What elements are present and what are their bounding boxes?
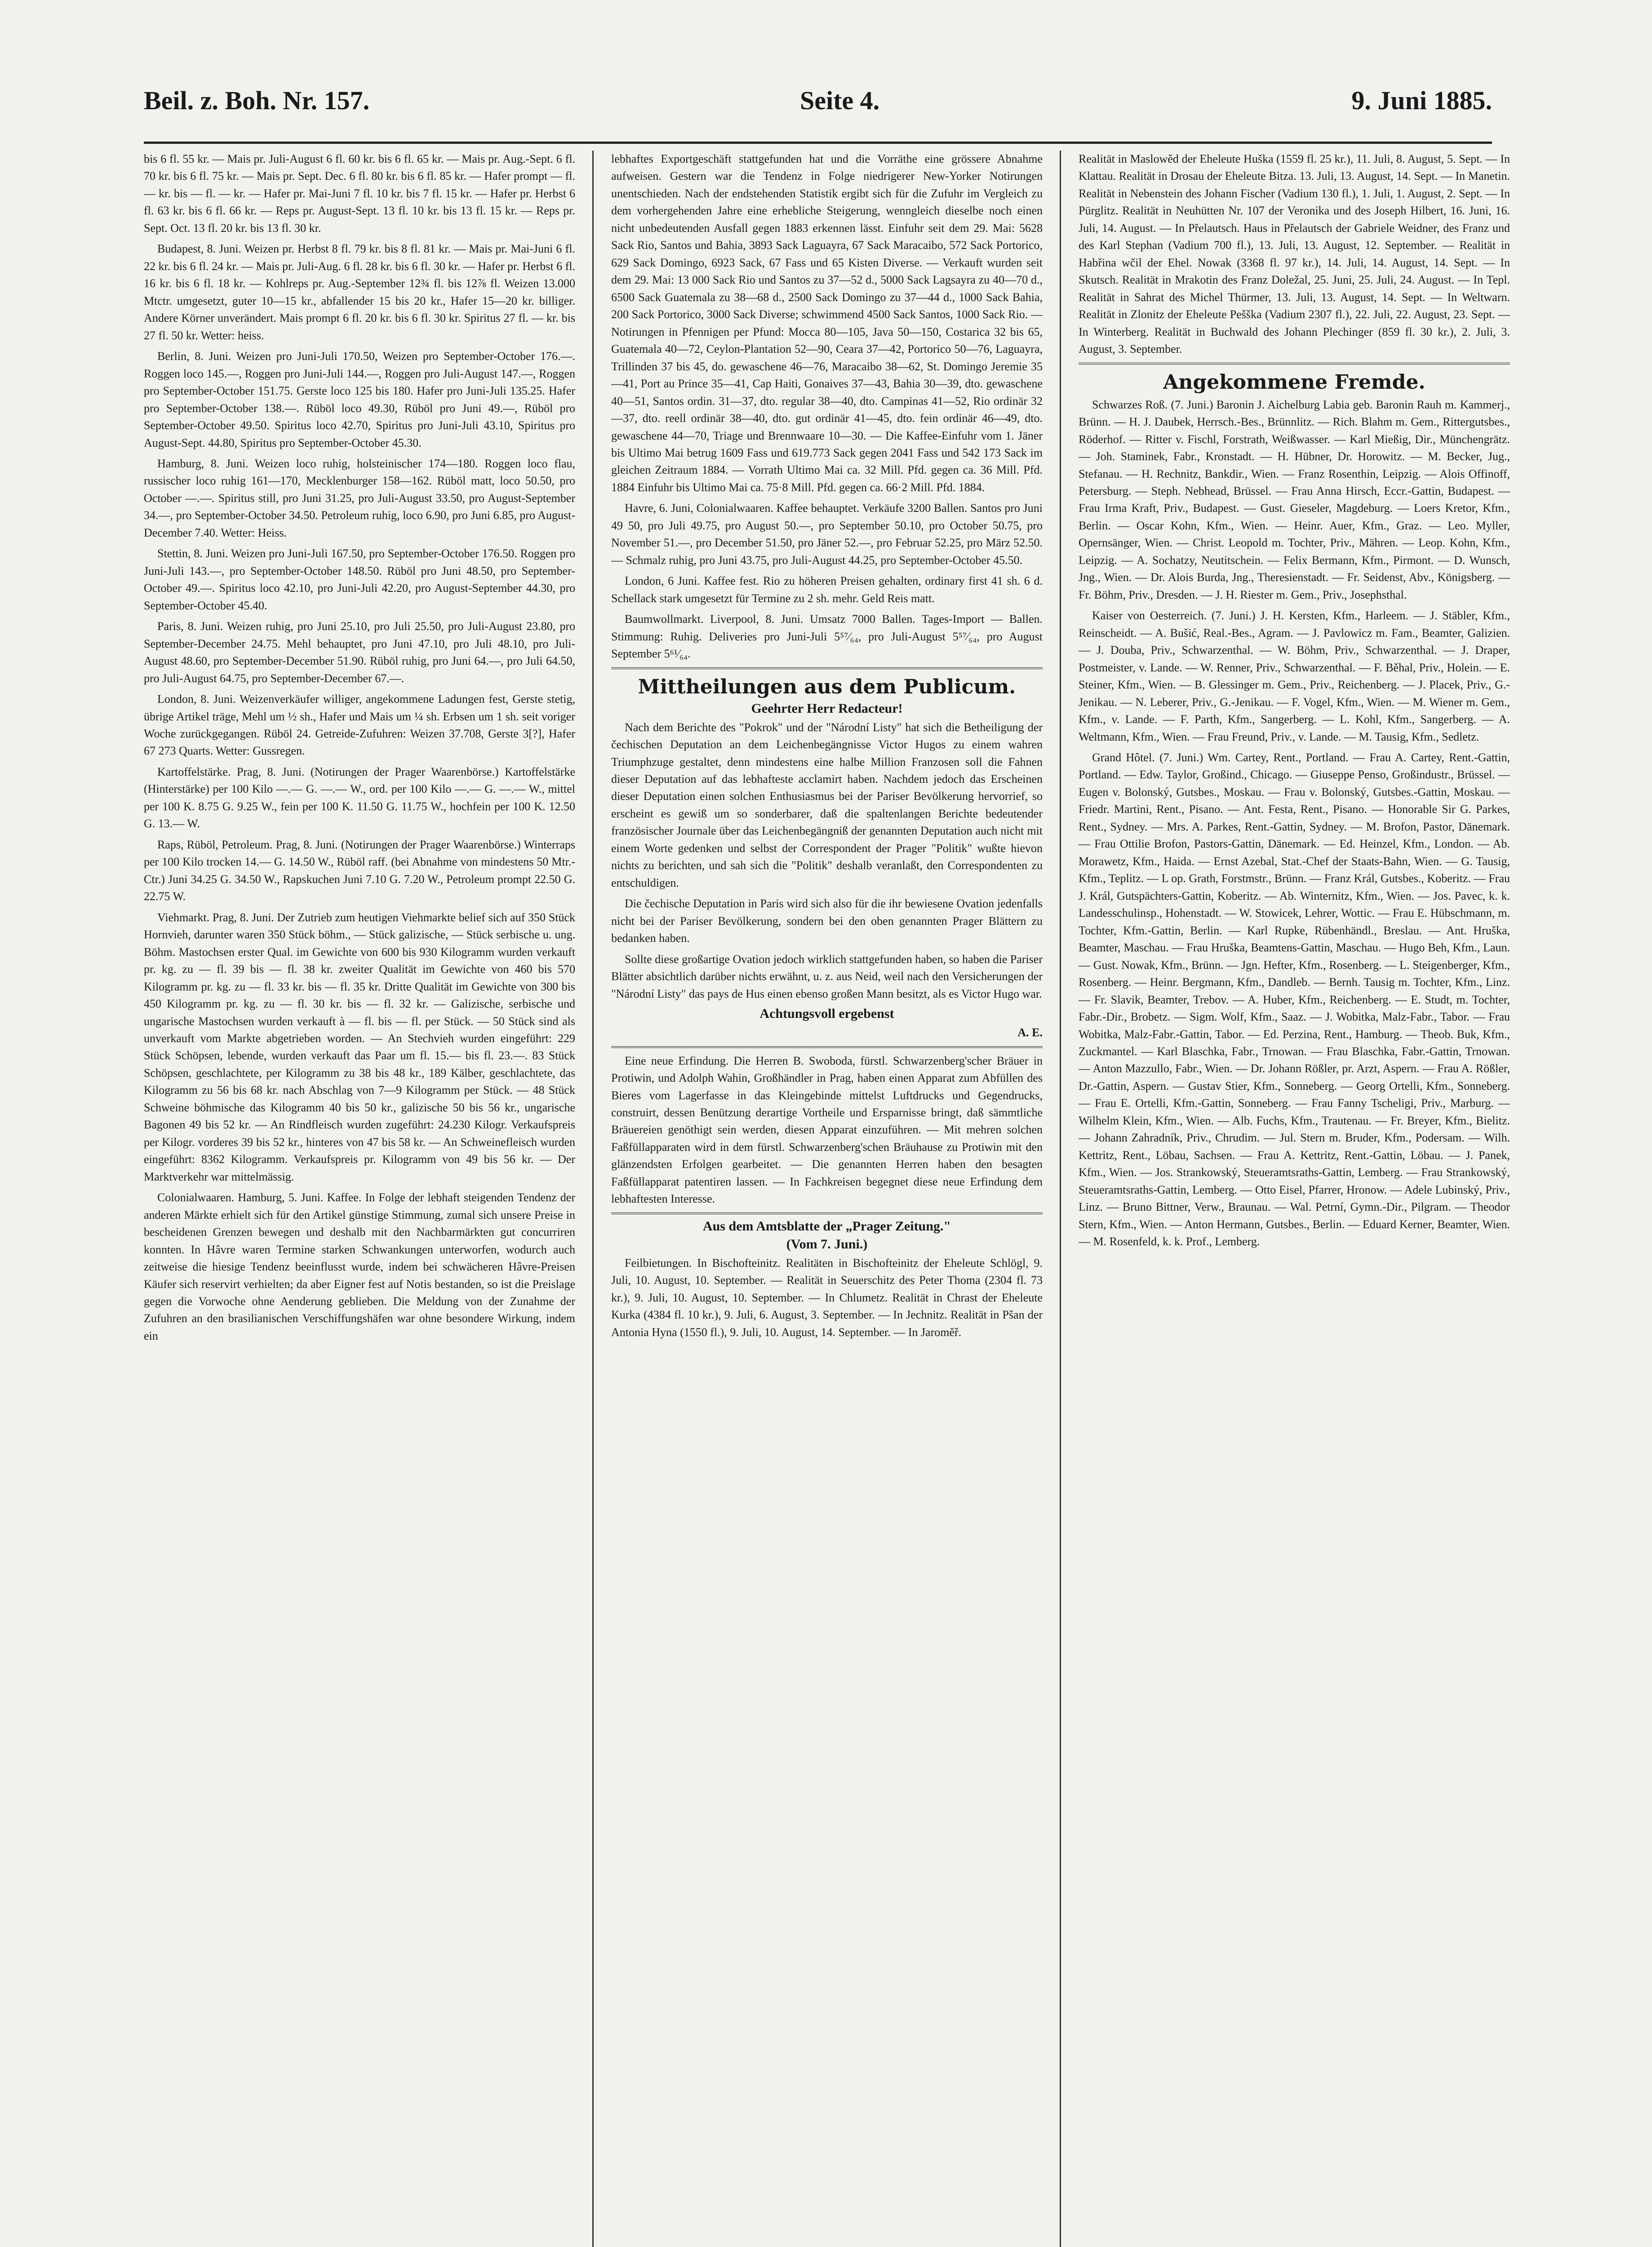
header-date: 9. Juni 1885. [1351,86,1492,115]
paragraph: Realität in Maslowěd der Eheleute Huška (1559 fl. 25 kr.), 11. Juli, 8. August, 5. Sept. — In Klattau. Realität in Drosau der Eheleute Bitza. 13. Juli, 13. August, 14. Sept. — In Manetin. Realität in Nebenstein des Johann Fischer (Vadium 130 fl.), 1. Juli, 1. August, 2. Sept. — In Pürglitz. Realität in Neuhütten Nr. 107 der Veronika und des Joseph Hilbert, 16. Juni, 16. Juli, 14. August. — In Přelautsch. Haus in Přelautsch der Gabriele Weidner, des Franz und des Karl Stephan (Vadium 700 fl.), 13. Juli, 13. August, 12. September. — Realität in Habřina wčil der Ehel. Nowak (3368 fl. 97 kr.), 14. Juli, 14. August, 14. Sept. — In Skutsch. Realität in Mrakotin des Franz Doležal, 25. Juni, 25. Juli, 24. August. — In Tepl. Realität in Sahrat des Michel Thürmer, 13. Juli, 13. August, 14. Sept. — In Weltwarn. Realität in Zlonitz der Eheleute Pešška (Vadium 2307 fl.), 22. Juli, 22. August, 23. Sept. — In Winterberg. Realität in Buchwald des Johann Plechinger (859 fl. 30 kr.), 2. Juli, 3. August, 3. September. [1079,152,1510,356]
paragraph: Schwarzes Roß. (7. Juni.) Baronin J. Aichelburg Labia geb. Baronin Rauh m. Kammerj., Brünn. — H. J. Daubek, Herrsch.-Bes., Brünnlitz. — Rich. Blahm m. Gem., Rittergutsbes., Röderhof. — Ritter v. Fischl, Forstrath, Weißwasser. — Karl Mießig, Dir., Münchengrätz. — Joh. Staminek, Fabr., Kronstadt. — H. Hübner, Dr. Horowitz. — M. Becker, Jug., Stefanau. — H. Rechnitz, Bankdir., Wien. — Franz Rosenthin, Leipzig. — Alois Offinoff, Petersburg. — Steph. Nebhead, Brüssel. — Frau Anna Hirsch, Eccr.-Gattin, Budapest. — Frau Irma Kraft, Priv., Budapest. — Gust. Gieseler, Magdeburg. — Loers Kretor, Kfm., Berlin. — Oscar Kohn, Kfm., Wien. — Heinr. Auer, Kfm., Graz. — Leo. Myller, Opernsänger, Wien. — Christ. Leopold m. Tochter, Priv., Mähren. — Leop. Kohn, Kfm., Leipzig. — A. Sochatzy, Neutitschein. — Felix Bermann, Kfm., Pirmont. — D. Wunsch, Jng., Wien. — Dr. Alois Burda, Jng., Theresienstadt. — Fr. Seidenst, Abv., Königsberg. — Fr. Böhm, Priv., Dresden. — J. H. Riester m. Gem., Priv., Josephsthal. [1079,398,1510,601]
column-divider [1060,151,1061,2247]
section-rule [611,667,1043,669]
paragraph: Kartoffelstärke. Prag, 8. Juni. (Notirungen der Prager Waarenbörse.) Kartoffelstärke (Hinterstärke) per 100 Kilo —.— G. —.— W., ord. per 100 Kilo —.— G. —.— W., mittel per 100 K. 8.75 G. 9.25 W., fein per 100 K. 11.50 G. 11.75 W., hochfein per 100 K. 12.50 G. 13.— W. [144,765,575,830]
paragraph: bis 6 fl. 55 kr. — Mais pr. Juli-August 6 fl. 60 kr. bis 6 fl. 65 kr. — Mais pr. Aug.-Sept. 6 fl. 70 kr. bis 6 fl. 75 kr. — Mais pr. Sept. Dec. 6 fl. 80 kr. bis 6 fl. 85 kr. — Hafer prompt — fl. — kr. bis — fl. — kr. — Hafer pr. Mai-Juni 7 fl. 10 kr. bis 7 fl. 15 kr. — Hafer pr. Herbst 6 fl. 63 kr. bis 6 fl. 66 kr. — Reps pr. August-Sept. 13 fl. 10 kr. bis 13 fl. 15 kr. — Reps pr. Sept. Oct. 13 fl. 20 kr. bis 13 fl. 30 kr. [144,152,575,235]
paragraph: Kaiser von Oesterreich. (7. Juni.) J. H. Kersten, Kfm., Harleem. — J. Stäbler, Kfm., Reinscheidt. — A. Bušić, Real.-Bes., Agram. — J. Pavlowicz m. Fam., Beamter, Galizien. — J. Douba, Priv., Schwarzenthal. — W. Böhm, Priv., Schwarzenthal. — J. Draper, Postmeister, v. Lande. — W. Renner, Priv., Schwarzenthal. — F. Běhal, Priv., Holein. — E. Steiner, Kfm., Wien. — B. Glessinger m. Gem., Priv., Reichenberg. — J. Placek, Priv., G.-Jenikau. — N. Leberer, Priv., G.-Jenikau. — F. Vogel, Kfm., Wien. — M. Wiener m. Gem., Kfm., v. Lande. — F. Parth, Kfm., Sangerberg. — L. Kohl, Kfm., Sangerberg. — A. Weltmann, Kfm., Wien. — Frau Freund, Priv., v. Lande. — M. Tausig, Kfm., Sedletz. [1079,609,1510,743]
paragraph: London, 6 Juni. Kaffee fest. Rio zu höheren Preisen gehalten, ordinary first 41 sh. 6 d. Schellack stark umgesetzt für Termine zu 2 sh. mehr. Geld Reis matt. [611,574,1043,605]
section-rule [611,1212,1043,1214]
signature-initials: A. E. [1017,1026,1043,1039]
column-arrivals [1079,151,1510,2247]
salutation: Geehrter Herr Redacteur! [751,701,903,716]
page-header [144,85,1492,135]
paragraph: Feilbietungen. In Bischofteinitz. Realitäten in Bischofteinitz der Eheleute Schlögl, 9. Juli, 10. August, 10. September. — Realität in Seuerschitz des Peter Thoma (2304 fl. 73 kr.), 9. Juli, 10. August, 10. September. — In Chlumetz. Realität in Chrast der Eheleute Kurka (4384 fl. 10 kr.), 9. Juli, 6. August, 3. September. — In Jechnitz. Realität in Pšan der Antonia Hyna (1550 fl.), 9. Juli, 10. August, 14. September. — In Jaroměř. [611,1256,1043,1339]
paragraph: Eine neue Erfindung. Die Herren B. Swoboda, fürstl. Schwarzenberg'scher Bräuer in Protiwin, und Adolph Wahin, Großhändler in Prag, haben einen Apparat zum Abfüllen des Bieres vom Lagerfasse in das Kleingebinde mittelst Luftdrucks und Gegendrucks, construirt, dessen Benützung derartige Vortheile und Ersparnisse bringt, daß sämmtliche Bräuereien genöthigt sein werden, diesen Apparat einzuführen. — Mit mehren solchen Faßfüllapparaten wird in dem fürstl. Schwarzenberg'schen Bräuhause zu Protiwin mit den glänzendsten Erfolgen gearbeitet. — Die genannten Herren haben den besagten Faßfüllapparat patentiren lassen. — In Fachkreisen begegnet diese neue Erfindung dem lebhaftesten Interesse. [611,1054,1043,1206]
paragraph: Grand Hôtel. (7. Juni.) Wm. Cartey, Rent., Portland. — Frau A. Cartey, Rent.-Gattin, Portland. — Edw. Taylor, Großind., Chicago. — Giuseppe Penso, Großindustr., Brüssel. — Eugen v. Bolonský, Gutsbes., Moskau. — Frau v. Bolonský, Gutsbes.-Gattin, Moskau. — Friedr. Martini, Rent., Pisano. — Ant. Festa, Rent., Pisano. — Honorable Sir G. Parkes, Rent., Sydney. — Mrs. A. Parkes, Rent.-Gattin, Sydney. — M. Brofon, Pastor, Dänemark. — Frau Ottilie Brofon, Pastors-Gattin, Dänemark. — Ed. Heinzel, Kfm., London. — Ab. Morawetz, Kfm., Haida. — Ernst Azebal, Stat.-Chef der Staats-Bahn, Wien. — G. Tausig, Kfm., Teplitz. — L op. Grath, Forstmstr., Brünn. — Franz Král, Gutsbes., Koberitz. — Frau J. Král, Gutspächters-Gattin, Koberitz. — Ab. Winternitz, Kfm., Wien. — Jos. Pavec, k. k. Landesschulinsp., Hohenstadt. — W. Stowicek, Lehrer, Wottic. — Frau E. Hübschmann, m. Tochter, Kfm.-Gattin, Berlin. — Karl Rupke, Rübenhändl., Breslau. — Ant. Hruška, Beamter, Maschau. — Frau Hruška, Beamtens-Gattin, Maschau. — Hugo Beh, Kfm., Laun. — Gust. Nowak, Kfm., Brünn. — Jgn. Hefter, Kfm., Rosenberg. — L. Steigenberger, Kfm., Rosenberg. — Heinr. Bergmann, Kfm., Dandleb. — Bernh. Tausig m. Tochter, Kfm., Linz. — Fr. Slavik, Beamter, Trebov. — A. Huber, Kfm., Reichenberg. — E. Studt, m. Tochter, Fabr.-Dir., Brobetz. — Sigm. Wolf, Kfm., Saaz. — J. Wobitka, Malz-Fabr., Tabor. — Frau Wobitka, Malz-Fabr.-Gattin, Tabor. — Ed. Perzina, Rent., Hamburg. — Theob. Buk, Kfm., Zuckmantel. — Karl Blaschka, Fabr., Trnowan. — Frau Blaschka, Fabr.-Gattin, Trnowan. — Anton Mazzullo, Fabr., Wien. — Dr. Johann Rößler, pr. Arzt, Aspern. — Frau A. Rößler, Dr.-Gattin, Aspern. — Gustav Stier, Kfm., Sonneberg. — Georg Ortelli, Kfm., Sonneberg. — Frau E. Ortelli, Kfm.-Gattin, Sonneberg. — Frau Fanny Tscheligi, Priv., Marburg. — Wilhelm Klein, Kfm., Wien. — Alb. Fuchs, Kfm., Trautenau. — Fr. Breyer, Kfm., Bielitz. — Johann Zahradník, Priv., Chrudim. — Jul. Stern m. Bruder, Kfm., Podersam. — Wilh. Kettritz, Rent., Löbau, Sachsen. — Frau A. Kettritz, Rent.-Gattin, Löbau. — J. Panek, Kfm., Wien. — Jos. Strankowský, Steueramtsraths-Gattin, Lemberg. — Frau Strankowský, Steueramtsraths-Gattin, Lemberg. — Otto Eisel, Pfarrer, Hronow. — Adele Lubinský, Priv., Linz. — Bruno Bittner, Verw., Braunau. — Wal. Petrní, Gymn.-Dir., Pilgram. — Theodor Stern, Kfm., Wien. — Anton Hermann, Gutsbes., Berlin. — Eduard Kerner, Beamter, Wien. — M. Rosenfeld, k. k. Prof., Lemberg. [1079,751,1510,1248]
header-page-number: Seite 4. [800,86,880,115]
paragraph: Die čechische Deputation in Paris wird sich also für die ihr bewiesene Ovation jedenfalls nicht bei der Pariser Bevölkerung, sondern bei den oben genannten Prager Blättern zu bedanken haben. [611,897,1043,945]
section-rule [611,1046,1043,1048]
column-market-reports [144,151,575,2247]
paragraph: Havre, 6. Juni, Colonialwaaren. Kaffee behauptet. Verkäufe 3200 Ballen. Santos pro Juni 49 50, pro Juli 49.75, pro August 50.—, pro September 50.10, pro October 50.75, pro November 51.—, pro December 51.50, pro Jäner 52.—, pro Februar 52.25, pro März 52.50. — Schmalz ruhig, pro Juni 43.75, pro Juli-August 44.25, pro September-October 45.50. [611,502,1043,567]
paragraph: Budapest, 8. Juni. Weizen pr. Herbst 8 fl. 79 kr. bis 8 fl. 81 kr. — Mais pr. Mai-Juni 6 fl. 22 kr. bis 6 fl. 24 kr. — Mais pr. Juli-Aug. 6 fl. 28 kr. bis 6 fl. 30 kr. — Hafer pr. Herbst 6 fl. 16 kr. bis 6 fl. 18 kr. — Kohlreps pr. Aug.-September 12¾ fl. bis 12⅞ fl. Weizen 13.000 Mtctr. umgesetzt, guter 10—15 kr., abfallender 15 bis 20 kr., Hafer 15—20 kr. billiger. Andere Körner unverändert. Mais prompt 6 fl. 20 kr. bis 6 fl. 30 kr. Spiritus 27 fl. — kr. bis 27 fl. 50 kr. Wetter: heiss. [144,242,575,342]
section-title: Mittheilungen aus dem Publicum. [638,675,1016,698]
paragraph: London, 8. Juni. Weizenverkäufer williger, angekommene Ladungen fest, Gerste stetig, übrige Artikel träge, Mehl um ½ sh., Hafer und Mais um ¼ sh. Erbsen um 1 sh. seit voriger Woche zurückgegangen. Rüböl 24. Getreide-Zufuhren: Weizen 37.708, Gerste 3[?], Hafer 67 273 Quarts. Wetter: Gussregen. [144,693,575,758]
paragraph: Raps, Rüböl, Petroleum. Prag, 8. Juni. (Notirungen der Prager Waarenbörse.) Winterraps per 100 Kilo trocken 14.— G. 14.50 W., Rüböl raff. (bei Abnahme von mindestens 50 Mtr.-Ctr.) Juni 34.25 G. 34.50 W., Rapskuchen Juni 7.10 G. 7.20 W., Petroleum prompt 22.50 G. 22.75 W. [144,838,575,903]
paragraph: Sollte diese großartige Ovation jedoch wirklich stattgefunden haben, so haben die Pariser Blätter absichtlich darüber nichts erwähnt, u. z. aus Neid, weil nach den Versicherungen der "Národní Listy" das pays de Hus einen ebenso großen Mann besitzt, als es Victor Hugo war. [611,952,1043,1000]
amtsblatt-title: Aus dem Amtsblatte der „Prager Zeitung." [702,1218,951,1234]
closing: Achtungsvoll ergebenst [759,1006,894,1021]
header-rule [144,142,1492,144]
paragraph: Viehmarkt. Prag, 8. Juni. Der Zutrieb zum heutigen Viehmarkte belief sich auf 350 Stück Hornvieh, darunter waren 350 Stück böhm., — Stück galizische, — Stück serbische u. ung. Böhm. Mastochsen erster Qual. im Gewichte von 600 bis 930 Kilogramm wurden verkauft pr. kg. zu — fl. 39 bis — fl. 38 kr. zweiter Qualität im Gewichte von 460 bis 570 Kilogramm pr. kg. zu — fl. 33 kr. bis — fl. 35 kr. Dritte Qualität im Gewichte von 300 bis 450 Kilogramm pr. kg. zu — fl. 30 kr. bis — fl. 32 kr. — Galizische, serbische und ungarische Mastochsen wurden verkauft à — fl. bis — fl. per Stück. — 50 Stück sind als unverkauft vom Markte abgetrieben worden. — An Stechvieh wurden eingeführt: 229 Stück Schöpsen, lebende, wurden verkauft das Paar um fl. 15.— bis fl. 23.—. 83 Stück Schöpsen, geschlachtete, per Kilogramm zu 38 bis 48 kr., 189 Kälber, geschlachtete, das Kilogramm zu 56 bis 68 kr. nach Abschlag von 7—9 Kilogramm per Stück. — 48 Stück Schweine böhmische das Kilogramm 40 bis 50 kr., galizische 50 bis 56 kr., ungarische Bagonen 49 bis 52 kr. — An Rindfleisch wurden zugeführt: 24.230 Kilogr. Verkaufspreis per Kilogr. vorderes 39 bis 52 kr., hinteres von 47 bis 58 kr. — An Schweinefleisch wurden eingeführt: 8362 Kilogramm. Verkaufspreis pr. Kilogramm von 49 bis 56 kr. — Der Marktverkehr war mittelmässig. [144,910,575,1183]
column-middle [611,151,1043,2247]
paragraph: Hamburg, 8. Juni. Weizen loco ruhig, holsteinischer 174—180. Roggen loco flau, russischer loco ruhig 161—170, Mecklenburger 158—162. Rüböl matt, loco 50.50, pro October —.—. Spiritus still, pro Juni 31.25, pro Juli-August 33.50, pro August-September 34.—, pro September-October 34.50. Petroleum ruhig, loco 6.90, pro Juni 6.85, pro August-December 7.40. Wetter: Heiss. [144,457,575,539]
paragraph: Paris, 8. Juni. Weizen ruhig, pro Juni 25.10, pro Juli 25.50, pro Juli-August 23.80, pro September-December 24.75. Mehl behauptet, pro Juni 47.10, pro Juli 48.10, pro Juli-August 48.60, pro September-December 51.90. Rüböl ruhig, pro Juni 64.—, pro Juli 64.50, pro Juli-August 64.75, pro September-December 67.—. [144,620,575,685]
column-divider [592,151,594,2247]
header-supplement-number: Beil. z. Boh. Nr. 157. [144,86,370,115]
paragraph: Berlin, 8. Juni. Weizen pro Juni-Juli 170.50, Weizen pro September-October 176.—. Roggen loco 145.—, Roggen pro Juni-Juli 144.—, Roggen pro Juli-August 147.—, Roggen pro September-October 151.75. Gerste loco 125 bis 180. Hafer pro Juni-Juli 135.25. Hafer pro September-October 138.—. Rüböl loco 49.30, Rüböl pro Juni 49.—, Rüböl pro September-October 49.50. Spiritus loco 42.70, Spiritus pro Juni-Juli 43.10, Spiritus pro August-Sept. 44.80, Spiritus pro September-October 45.30. [144,350,575,449]
section-rule [1079,363,1510,364]
amtsblatt-date: (Vom 7. Juni.) [786,1236,868,1252]
section-title: Angekommene Fremde. [1163,370,1426,394]
paragraph: Stettin, 8. Juni. Weizen pro Juni-Juli 167.50, pro September-October 176.50. Roggen pro Juni-Juli 143.—, pro September-October 148.50. Rüböl pro Juni 48.50, pro September-October 49.—. Spiritus loco 42.10, pro Juni-Juli 42.20, pro August-September 44.30, pro September-October 45.40. [144,547,575,612]
paragraph: Nach dem Berichte des "Pokrok" und der "Národní Listy" hat sich die Betheiligung der čechischen Deputation an dem Leichenbegängnisse Victor Hugos zu einem wahren Triumphzuge gestaltet, denn mindestens eine halbe Million Franzosen soll die Fahnen dieser Deputation auf das lebhafteste acclamirt haben. Nachdem jedoch das Erscheinen dieser Deputation einen solchen Enthusiasmus bei der Pariser Bevölkerung hervorrief, so erscheint es gewiß um so sonderbarer, daß die spaltenlangen Berichte bedeutender französischer Journale über das Leichenbegängniß der genannten Deputation auch nicht mit einem Worte gedenken und selbst der Correspondent der Prager "Politik" wußte hievon nichts zu berichten, und sah sich die "Politik" deshalb veranlaßt, den Correspondenten zu entschuldigen. [611,720,1043,889]
paragraph: Baumwollmarkt. Liverpool, 8. Juni. Umsatz 7000 Ballen. Tages-Import — Ballen. Stimmung: Ruhig. Deliveries pro Juni-Juli 5⁵⁷⁄₆₄, pro Juli-August 5⁵⁷⁄₆₄, pro August September 5⁶¹⁄₆₄. [611,613,1043,661]
paragraph: lebhaftes Exportgeschäft stattgefunden hat und die Vorräthe eine grössere Abnahme aufweisen. Gestern war die Tendenz in Folge niedrigerer New-Yorker Notirungen unentschieden. Nach der endstehenden Statistik ergibt sich für die Zufuhr im Vergleich zu dem vorhergehenden Jahre eine erhebliche Steigerung, wenngleich dieselbe noch einen nicht unbedeutenden Ausfall gegen 1883 erkennen lässt. Einfuhr seit dem 29. Mai: 5628 Sack Rio, Santos und Bahia, 3893 Sack Laguayra, 67 Sack Maracaibo, 572 Sack Portorico, 629 Sack Domingo, 6923 Sack, 67 Fass und 65 Kisten Diverse. — Verkauft wurden seit dem 29. Mai: 13 000 Sack Rio und Santos zu 37—52 d., 5000 Sack Lagsayra zu 40—70 d., 6500 Sack Guatemala zu 38—68 d., 2500 Sack Domingo zu 37—44 d., 1000 Sack Bahia, 200 Sack Portorico, 3000 Sack Diverse; schwimmend 4500 Sack Santos, 1000 Sack Rio. — Notirungen in Pfennigen per Pfund: Mocca 80—105, Java 50—150, Costarica 32 bis 65, Guatemala 40—72, Ceylon-Plantation 52—90, Ceara 37—42, Portorico 50—76, Laguayra, Trillinden 37 bis 45, do. gewaschene 46—76, Maracaibo 38—62, St. Domingo Jeremie 35—41, Port au Prince 35—41, Cap Haiti, Gonaives 37—43, Bahia 30—39, dto. gewaschene 40—51, Santos ordin. 31—37, dto. regular 38—40, dto. Campinas 41—52, Rio ordinär 32—37, dto. reell ordinär 38—40, dto. gut ordinär 41—45, dto. fein ordinär 46—49, dto. gewaschene 44—70, Triage und Brennwaare 10—30. — Die Kaffee-Einfuhr vom 1. Jäner bis Ultimo Mai betrug 1609 Fass und 619.773 Sack gegen 2041 Fass und 542 173 Sack im gleichen Zeitraum 1884. — Vorrath Ultimo Mai ca. 32 Mill. Pfd. gegen ca. 36 Mill. Pfd. 1884 Einfuhr bis Ultimo Mai ca. 75·8 Mill. Pfd. gegen ca. 66·2 Mill. Pfd. 1884. [611,152,1043,494]
paragraph: Colonialwaaren. Hamburg, 5. Juni. Kaffee. In Folge der lebhaft steigenden Tendenz der anderen Märkte erhielt sich für den Artikel günstige Stimmung, zumal sich unsere Preise in bescheidenen Grenzen bewegen und deshalb mit den Nachbarmärkten gut concurriren konnten. In Hâvre waren Termine starken Schwankungen unterworfen, wodurch auch zeitweise die hiesige Tendenz beeinflusst wurde, indem bei schwächeren Hâvre-Preisen Käufer sich reservirt verhielten; da aber Eigner fest auf Notis bestanden, so ist die Preislage gegen die Vorwoche ohne Aenderung geblieben. Die Meldung von der Zunahme der Zufuhren an den brasilianischen Verschiffungshäfen war ohne besondere Wirkung, indem ein [144,1191,575,1342]
